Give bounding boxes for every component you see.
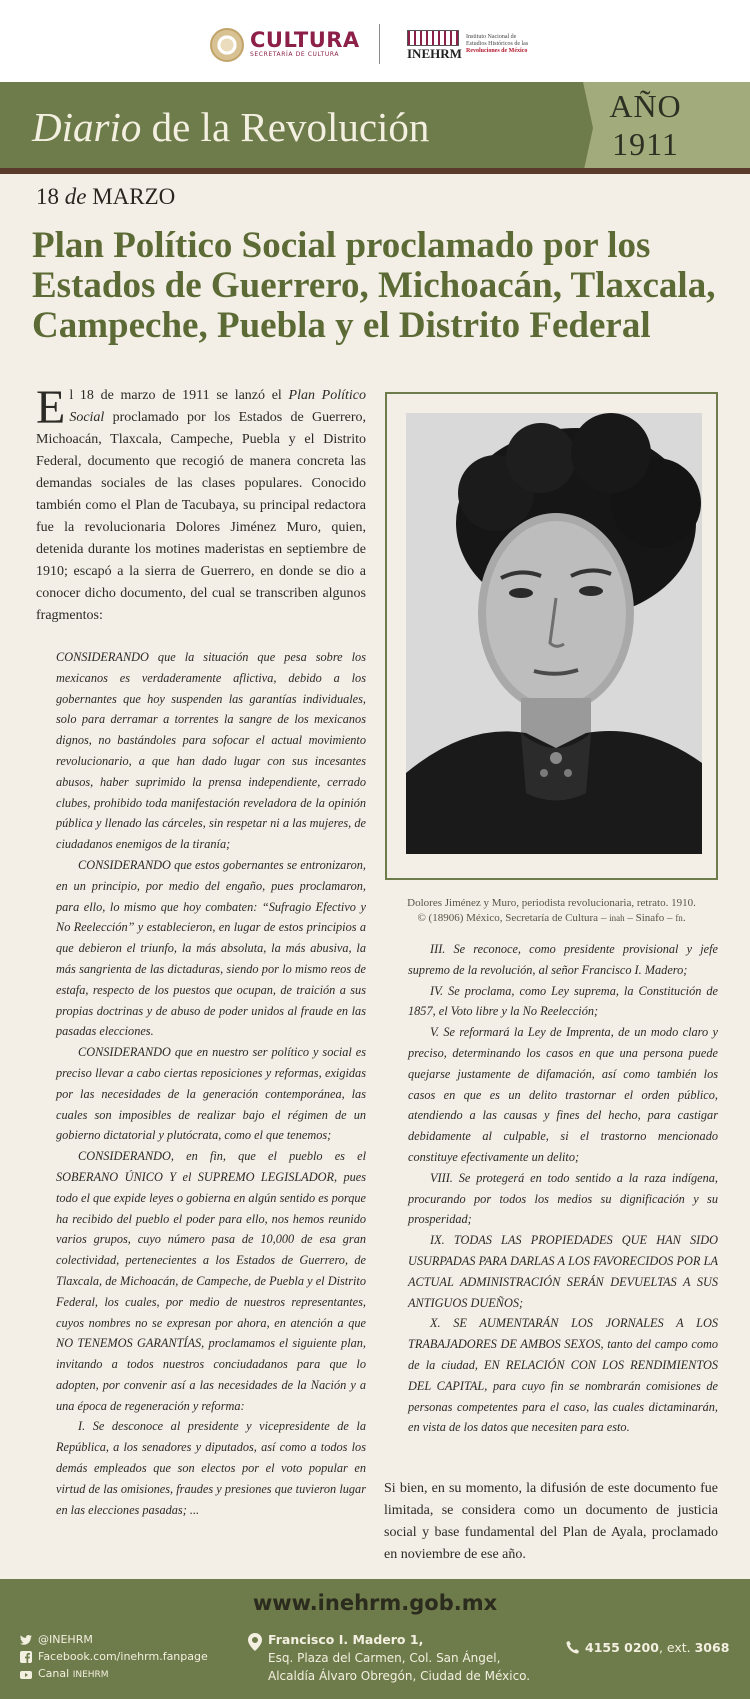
youtube-link[interactable]: Canal INEHRM xyxy=(20,1665,208,1684)
quote-paragraph: IX. TODAS LAS PROPIEDADES QUE HAN SIDO USURPADAS PARA DARLAS A LOS FAVORECIDOS POR LA ACTUAL ADMINISTRACIÓN SERÁN DEVUELTAS A SUS ANTIGUOS DUEÑOS; xyxy=(408,1233,718,1310)
quote-paragraph: I. Se desconoce al presidente y vicepresidente de la República, a los senadores y diputados, así como a todos los demás empleados que son electos por el voto popular en virtud de las omisiones, fraudes y presiones que tuvieron lugar en las elecciones pasadas; ... xyxy=(56,1419,366,1517)
inehrm-logo-name: INEHRM xyxy=(407,46,462,61)
logo-divider xyxy=(379,24,380,64)
article-right-column xyxy=(408,939,718,1438)
twitter-link[interactable]: @INEHRM xyxy=(20,1631,208,1648)
quote-paragraph: CONSIDERANDO, en fin, que el pueblo es el SOBERANO ÚNICO Y el SUPREMO LEGISLADOR, pues todo el que expide leyes o gobierna en algún sentido es porque ha recibido del pueblo el poder para ello, nos hemos reunido varios grupos, cuyo número pasa de 10,000 de esa gran colectividad, pertenecientes a los Estados de Guerrero, de Tlaxcala, de Michoacán, de Campeche, de Puebla y el Distrito Federal, los cuales, por medio de nuestros representantes, cuyos nombres no se expresan por ahora, en atención a que NO TENEMOS GARANTÍAS, proclamamos el siguiente plan, invitando a todos nuestros conciudadanos para que lo adopten, por convenir así a las necesidades de la Nación y a una época de regeneración y reforma: xyxy=(56,1149,366,1413)
cultura-logo-name: CULTURA xyxy=(250,28,360,52)
quote-paragraph: CONSIDERANDO que estos gobernantes se entronizaron, en un principio, por medio del engaño, pues proclamaron, para ello, lo mismo que hoy combaten: “Sufragio Efectivo y No Reelección” y establecieron, en lugar de estos principios a que debieron el triunfo, la más absoluta, la más abusiva, la más sangrienta de las dictaduras, siendo por lo mismo reos de estafa, respecto de los puestos que ocupan, de traición a sus propias doctrinas y de abuso de poder unidos al fraude en las pasadas elecciones. xyxy=(56,857,366,1039)
quote-paragraph: VIII. Se protegerá en todo sentido a la raza indígena, procurando por todos los medios su dignificación y su prosperidad; xyxy=(408,1170,718,1227)
banner-stripe xyxy=(0,168,750,174)
phone-number[interactable]: 4155 0200, ext. 3068 xyxy=(585,1640,730,1655)
intro-paragraph: El 18 de marzo de 1911 se lanzó el Plan Político Social proclamado por los Estados de Guerrero, Michoacán, Tlaxcala, Campeche, Puebla y el Distrito Federal, documento que recogió de manera concreta las demandas sociales de las clases populares. Conocido también como el Plan de Tacubaya, su principal redactora fue la revolucionaria Dolores Jiménez Muro, quien, detenida durante los motines maderistas en septiembre de 1910; escapó a la sierra de Guerrero, en donde se dio a conocer dicho documento, del cual se transcriben algunos fragmentos: xyxy=(36,381,366,623)
portrait-photo xyxy=(406,413,702,854)
article-left-column xyxy=(36,381,366,1520)
cultura-logo-subtitle: SECRETARÍA DE CULTURA xyxy=(250,51,340,58)
portrait-caption: Dolores Jiménez y Muro, periodista revolucionaria, retrato. 1910. © (18906) México, Secretaría de Cultura – inah – Sinafo – fn. xyxy=(407,897,696,924)
youtube-icon xyxy=(20,1669,32,1681)
plan-quote-left xyxy=(56,647,366,1520)
location-pin-icon xyxy=(248,1633,262,1656)
quote-paragraph: X. SE AUMENTARÁN LOS JORNALES A LOS TRABAJADORES DE AMBOS SEXOS, tanto del campo como de la ciudad, EN RELACIÓN CON LOS RENDIMIENTOS DEL CAPITAL, para cuyo fin se nombrarán comisiones de personas competentes para el caso, las cuales dictaminarán, en vista de los datos que necesiten para esto. xyxy=(408,1316,718,1435)
headline: Plan Político Social proclamado por los Estados de Guerrero, Michoacán, Tlaxcala, Campeche, Puebla y el Distrito Federal xyxy=(32,225,716,346)
quote-paragraph: CONSIDERANDO que la situación que pesa sobre los mexicanos es verdaderamente aflictiva, debido a los gobernantes que hoy suspenden las garantías individuales, solo para derramar a torrentes la sangre de los mexicanos dignos, no bastándoles para sofocar el actual movimiento revolucionario, a que han dado lugar con sus incesantes abusos, haber suprimido la prensa independiente, cerrado clubes, prohibido toda manifestación reveladora de la opinión pública y llenado las cárceles, sin respetar ni a las mujeres, de ciudadanos enemigos de la tiranía; xyxy=(56,650,366,852)
plan-quote-right xyxy=(408,939,718,1438)
social-links xyxy=(20,1631,208,1684)
facebook-link[interactable]: Facebook.com/inehrm.fanpage xyxy=(20,1648,208,1665)
facebook-icon xyxy=(20,1651,32,1663)
closing-paragraph: Si bien, en su momento, la difusión de este documento fue limitada, se considera como un documento de justicia social y base fundamental del Plan de Ayala, proclamado en noviembre de ese año. xyxy=(384,1481,718,1562)
inehrm-logo-subtitle: Instituto Nacional de Estudios Históricos de las Revoluciones de México xyxy=(466,34,529,54)
inehrm-building-logo xyxy=(407,30,459,46)
address: Francisco I. Madero 1, Esq. Plaza del Carmen, Col. San Ángel, Alcaldía Álvaro Obregón, Ciudad de México. xyxy=(268,1632,531,1683)
banner-title: Diario de la Revolución xyxy=(32,104,430,150)
year-value: 1911 xyxy=(612,126,679,162)
header-logos xyxy=(0,0,750,82)
year-label: AÑO xyxy=(609,88,682,124)
phone-icon xyxy=(566,1640,580,1659)
quote-paragraph: IV. Se proclama, como Ley suprema, la Constitución de 1857, el Voto libre y la No Reelección; xyxy=(408,983,718,1019)
quote-paragraph: III. Se reconoce, como presidente provisional y jefe supremo de la revolución, al señor Francisco I. Madero; xyxy=(408,942,718,977)
quote-paragraph: CONSIDERANDO que en nuestro ser político y social es preciso llevar a cabo ciertas reposiciones y reformas, exigidas por las necesidades de la generación contemporánea, las cuales son imposibles de realizar bajo el régimen de un gobierno dictatorial y plutócrata, como el que tenemos; xyxy=(56,1045,366,1143)
entry-date: 18 de MARZO xyxy=(36,184,176,209)
website-link[interactable]: www.inehrm.gob.mx xyxy=(252,1591,498,1615)
cultura-seal-logo xyxy=(210,28,244,62)
portrait-illustration xyxy=(406,413,702,854)
quote-paragraph: V. Se reformará la Ley de Imprenta, de un modo claro y preciso, determinando los casos en que una persona puede quejarse justamente de difamación, así como también los casos en que es un delito trastornar el orden público, atendiendo a las causas y fines del hecho, para castigar debidamente al culpable, si el trastorno mencionado constituye efectivamente un delito; xyxy=(408,1025,718,1164)
drop-cap: E xyxy=(36,381,66,434)
twitter-icon xyxy=(20,1634,32,1646)
